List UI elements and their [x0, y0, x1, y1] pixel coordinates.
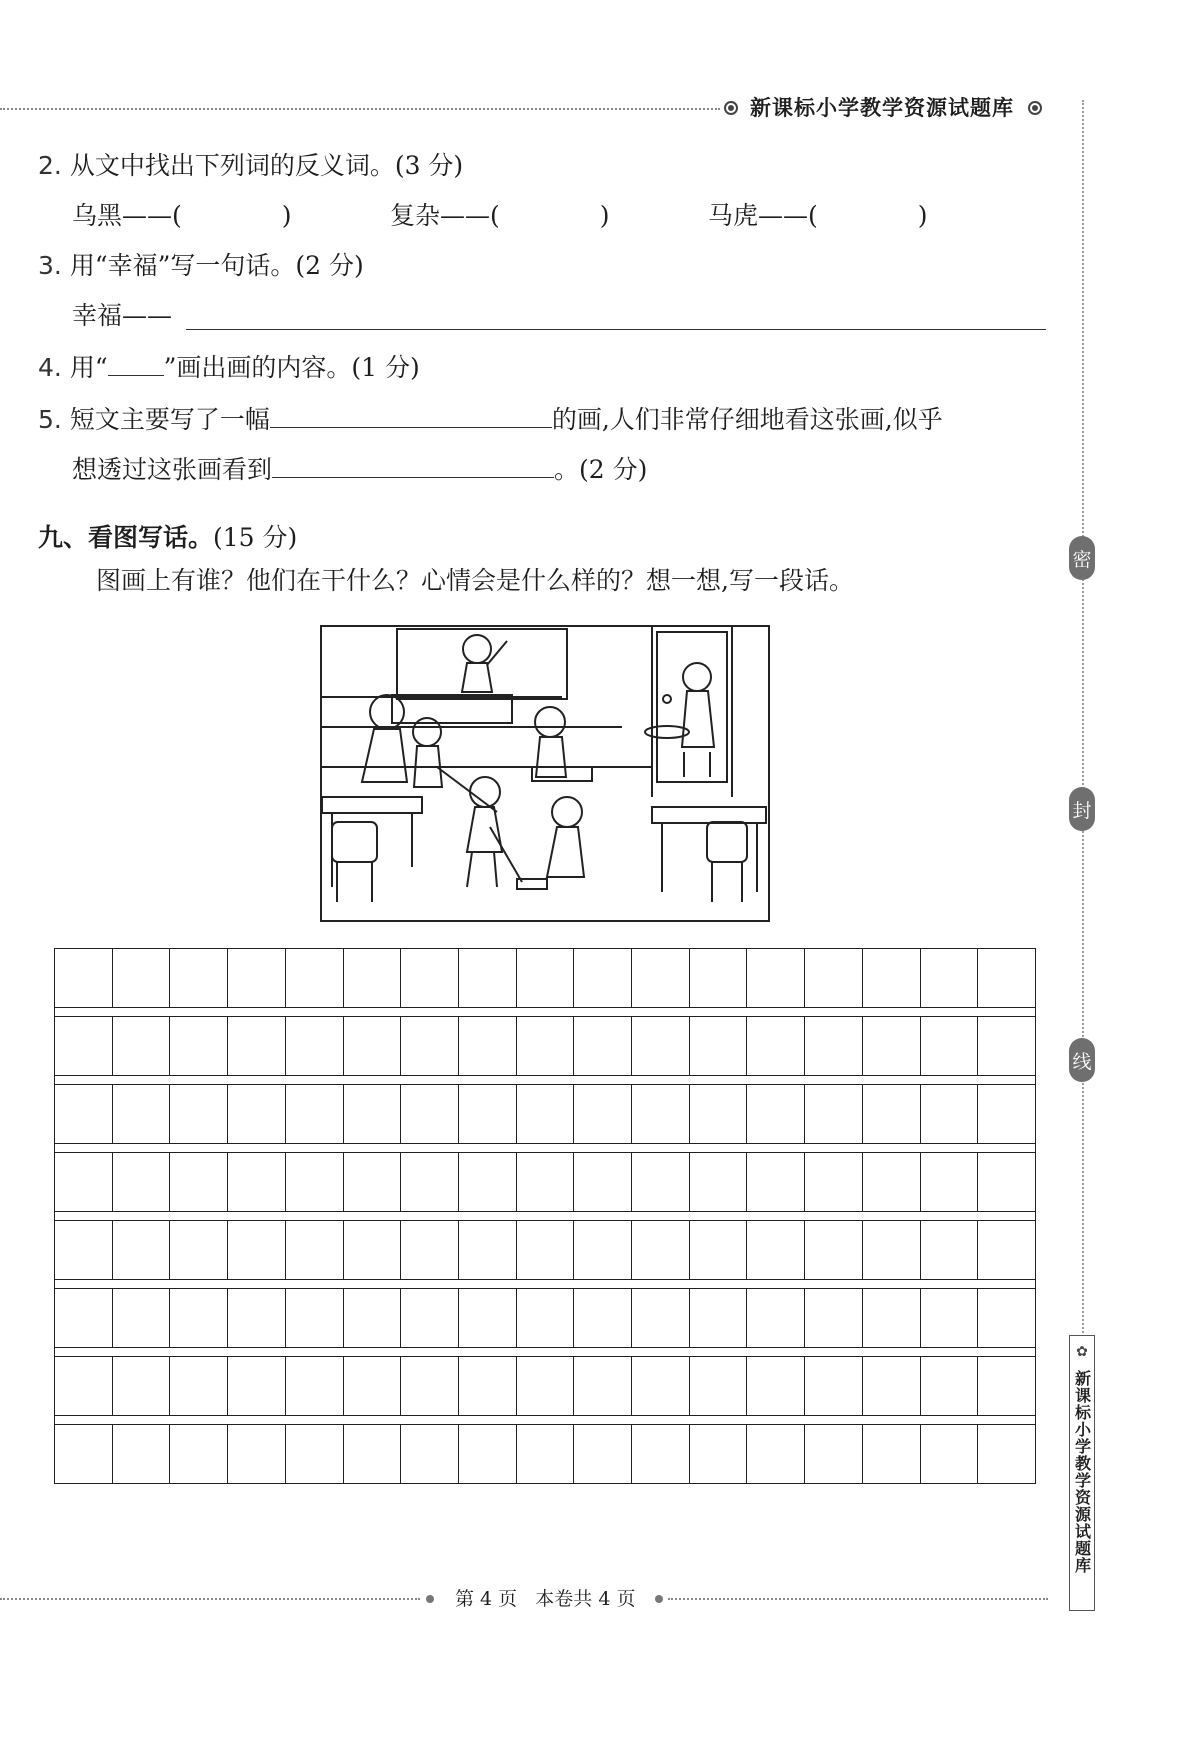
grid-cell[interactable] — [978, 1221, 1035, 1279]
grid-cell[interactable] — [517, 1357, 575, 1415]
grid-cell[interactable] — [863, 1153, 921, 1211]
paren-close: ) — [917, 201, 928, 230]
grid-cell[interactable] — [863, 949, 921, 1007]
seal-feng: 封 — [1069, 787, 1095, 831]
grid-cell[interactable] — [921, 1017, 979, 1075]
section-score: (15 分) — [213, 523, 298, 552]
grid-cell[interactable] — [286, 1289, 344, 1347]
grid-cell[interactable] — [690, 1085, 748, 1143]
grid-cell[interactable] — [805, 1221, 863, 1279]
grid-cell[interactable] — [55, 1357, 113, 1415]
question-text: 的画,人们非常仔细地看这张画,似乎 — [551, 405, 943, 434]
sentence-prefix: 幸福—— — [72, 301, 173, 330]
section-9-prompt: 图画上有谁？他们在干什么？心情会是什么样的？想一想,写一段话。 — [96, 566, 854, 595]
grid-cell[interactable] — [921, 1289, 979, 1347]
grid-cell[interactable] — [113, 1153, 171, 1211]
grid-row — [55, 1424, 1035, 1484]
grid-cell[interactable] — [632, 1357, 690, 1415]
grid-cell[interactable] — [401, 949, 459, 1007]
grid-cell[interactable] — [344, 1221, 402, 1279]
grid-cell[interactable] — [805, 1357, 863, 1415]
grid-cell[interactable] — [170, 1085, 228, 1143]
grid-cell[interactable] — [55, 1017, 113, 1075]
grid-cell[interactable] — [228, 1017, 286, 1075]
grid-cell[interactable] — [863, 1085, 921, 1143]
grid-cell[interactable] — [286, 949, 344, 1007]
grid-cell[interactable] — [632, 1289, 690, 1347]
header-dotted-line — [0, 108, 720, 110]
grid-cell[interactable] — [228, 1221, 286, 1279]
grid-cell[interactable] — [286, 1017, 344, 1075]
grid-cell[interactable] — [228, 949, 286, 1007]
grid-cell[interactable] — [978, 1357, 1035, 1415]
grid-cell[interactable] — [574, 1153, 632, 1211]
grid-cell[interactable] — [747, 1425, 805, 1483]
grid-cell[interactable] — [921, 1357, 979, 1415]
header-bullet-icon — [724, 101, 738, 115]
underline-sample — [108, 353, 164, 376]
grid-cell[interactable] — [632, 1221, 690, 1279]
footer-dotted-line — [668, 1598, 1048, 1600]
antonym-word: 乌黑——( — [72, 201, 182, 230]
grid-cell[interactable] — [978, 949, 1035, 1007]
grid-cell[interactable] — [113, 1221, 171, 1279]
grid-cell[interactable] — [574, 1017, 632, 1075]
grid-cell[interactable] — [459, 949, 517, 1007]
grid-cell[interactable] — [747, 1289, 805, 1347]
question-5-line-1 — [38, 405, 943, 432]
grid-row — [55, 1220, 1035, 1280]
grid-cell[interactable] — [747, 1085, 805, 1143]
grid-cell[interactable] — [113, 949, 171, 1007]
header-bullet-icon — [1028, 101, 1042, 115]
grid-cell[interactable] — [632, 949, 690, 1007]
paren-close: ) — [599, 201, 610, 230]
grid-cell[interactable] — [690, 1153, 748, 1211]
question-number: 4. — [38, 353, 62, 382]
grid-cell[interactable] — [632, 1017, 690, 1075]
section-9-heading — [38, 518, 297, 554]
grid-cell[interactable] — [459, 1085, 517, 1143]
grid-cell[interactable] — [574, 1289, 632, 1347]
grid-cell[interactable] — [228, 1425, 286, 1483]
grid-cell[interactable] — [459, 1153, 517, 1211]
grid-cell[interactable] — [344, 949, 402, 1007]
grid-cell[interactable] — [632, 1153, 690, 1211]
grid-cell[interactable] — [747, 1017, 805, 1075]
grid-cell[interactable] — [690, 1425, 748, 1483]
grid-cell[interactable] — [55, 1221, 113, 1279]
grid-cell[interactable] — [517, 1153, 575, 1211]
grid-cell[interactable] — [978, 1017, 1035, 1075]
grid-cell[interactable] — [286, 1085, 344, 1143]
grid-cell[interactable] — [978, 1085, 1035, 1143]
grid-cell[interactable] — [805, 1153, 863, 1211]
grid-cell[interactable] — [344, 1289, 402, 1347]
question-text: 想透过这张画看到 — [72, 455, 273, 484]
grid-row-gap — [55, 1348, 1035, 1356]
antonym-word: 复杂——( — [390, 201, 500, 230]
grid-cell[interactable] — [517, 1289, 575, 1347]
grid-cell[interactable] — [517, 949, 575, 1007]
question-number: 5. — [38, 405, 62, 434]
grid-cell[interactable] — [574, 1085, 632, 1143]
grid-cell[interactable] — [401, 1017, 459, 1075]
grid-cell[interactable] — [170, 1289, 228, 1347]
grid-cell[interactable] — [632, 1085, 690, 1143]
grid-row-gap — [55, 1076, 1035, 1084]
grid-cell[interactable] — [690, 1017, 748, 1075]
question-text-after: ”画出画的内容。(1 分) — [163, 353, 420, 382]
antonym-pair — [390, 203, 610, 228]
grid-cell[interactable] — [228, 1153, 286, 1211]
flower-icon: ✿ — [1076, 1344, 1088, 1360]
grid-cell[interactable] — [574, 1357, 632, 1415]
question-text: 短文主要写了一幅 — [69, 405, 270, 434]
grid-cell[interactable] — [344, 1017, 402, 1075]
antonym-word: 马虎——( — [708, 201, 818, 230]
footer-bullet-icon — [655, 1595, 663, 1603]
grid-cell[interactable] — [690, 1289, 748, 1347]
fill-blank[interactable] — [272, 455, 554, 478]
grid-cell[interactable] — [401, 1153, 459, 1211]
grid-cell[interactable] — [690, 1221, 748, 1279]
footer-dotted-line — [0, 1598, 420, 1600]
grid-cell[interactable] — [805, 1289, 863, 1347]
grid-cell[interactable] — [517, 1425, 575, 1483]
grid-cell[interactable] — [459, 1357, 517, 1415]
grid-cell[interactable] — [113, 1017, 171, 1075]
grid-cell[interactable] — [170, 1017, 228, 1075]
question-text: 从文中找出下列词的反义词。(3 分) — [69, 151, 464, 180]
classroom-cleaning-illustration — [320, 625, 770, 922]
grid-cell[interactable] — [344, 1153, 402, 1211]
grid-cell[interactable] — [286, 1153, 344, 1211]
question-text-before: 用“ — [69, 353, 108, 382]
grid-cell[interactable] — [401, 1221, 459, 1279]
writing-grid[interactable] — [54, 948, 1036, 1484]
grid-row — [55, 1288, 1035, 1348]
grid-cell[interactable] — [401, 1357, 459, 1415]
grid-row-gap — [55, 1416, 1035, 1424]
grid-cell[interactable] — [459, 1289, 517, 1347]
grid-cell[interactable] — [805, 949, 863, 1007]
grid-cell[interactable] — [344, 1425, 402, 1483]
grid-cell[interactable] — [228, 1289, 286, 1347]
classroom-drawing-icon — [322, 627, 768, 920]
seal-mi: 密 — [1069, 536, 1095, 580]
grid-cell[interactable] — [286, 1425, 344, 1483]
grid-cell[interactable] — [517, 1221, 575, 1279]
grid-cell[interactable] — [55, 1425, 113, 1483]
grid-cell[interactable] — [747, 949, 805, 1007]
grid-cell[interactable] — [805, 1085, 863, 1143]
grid-cell[interactable] — [690, 949, 748, 1007]
footer-bullet-icon — [426, 1595, 434, 1603]
grid-cell[interactable] — [459, 1017, 517, 1075]
grid-cell[interactable] — [170, 1357, 228, 1415]
grid-row — [55, 1016, 1035, 1076]
grid-cell[interactable] — [863, 1017, 921, 1075]
grid-row — [55, 1356, 1035, 1416]
grid-cell[interactable] — [459, 1221, 517, 1279]
question-text: 用“幸福”写一句话。(2 分) — [69, 251, 364, 280]
grid-cell[interactable] — [55, 1085, 113, 1143]
grid-cell[interactable] — [113, 1357, 171, 1415]
footer-page-info — [455, 1584, 635, 1611]
grid-cell[interactable] — [805, 1425, 863, 1483]
grid-cell[interactable] — [401, 1085, 459, 1143]
grid-cell[interactable] — [55, 1289, 113, 1347]
grid-cell[interactable] — [574, 949, 632, 1007]
grid-row-gap — [55, 1212, 1035, 1220]
grid-row-gap — [55, 1144, 1035, 1152]
grid-cell[interactable] — [921, 1425, 979, 1483]
grid-cell[interactable] — [286, 1221, 344, 1279]
question-number: 2. — [38, 151, 62, 180]
grid-cell[interactable] — [747, 1357, 805, 1415]
grid-cell[interactable] — [517, 1085, 575, 1143]
paren-close: ) — [281, 201, 292, 230]
seal-xian: 线 — [1069, 1038, 1095, 1082]
question-2 — [38, 153, 463, 178]
grid-cell[interactable] — [632, 1425, 690, 1483]
grid-cell[interactable] — [170, 949, 228, 1007]
grid-cell[interactable] — [978, 1425, 1035, 1483]
grid-cell[interactable] — [863, 1425, 921, 1483]
question-4 — [38, 353, 420, 380]
grid-row — [55, 1084, 1035, 1144]
footer-page: 第 4 页 — [455, 1588, 518, 1610]
grid-cell[interactable] — [228, 1085, 286, 1143]
grid-cell[interactable] — [747, 1153, 805, 1211]
grid-cell[interactable] — [517, 1017, 575, 1075]
grid-cell[interactable] — [574, 1425, 632, 1483]
grid-cell[interactable] — [228, 1357, 286, 1415]
header-title: 新课标小学教学资源试题库 — [750, 96, 1014, 120]
antonym-pair — [72, 203, 292, 228]
grid-cell[interactable] — [690, 1357, 748, 1415]
grid-row — [55, 1152, 1035, 1212]
grid-cell[interactable] — [921, 949, 979, 1007]
grid-row — [55, 948, 1035, 1008]
grid-cell[interactable] — [747, 1221, 805, 1279]
footer-total: 本卷共 4 页 — [535, 1588, 636, 1610]
grid-cell[interactable] — [401, 1425, 459, 1483]
grid-cell[interactable] — [55, 1153, 113, 1211]
grid-cell[interactable] — [344, 1357, 402, 1415]
grid-cell[interactable] — [863, 1289, 921, 1347]
side-vertical-title: 新课标小学教学资源试题库 — [1072, 1370, 1092, 1574]
grid-cell[interactable] — [113, 1289, 171, 1347]
grid-cell[interactable] — [113, 1425, 171, 1483]
grid-cell[interactable] — [805, 1017, 863, 1075]
grid-cell[interactable] — [978, 1153, 1035, 1211]
question-text: 。(2 分) — [554, 455, 648, 484]
section-title: 九、看图写话。 — [38, 523, 214, 552]
grid-cell[interactable] — [55, 949, 113, 1007]
grid-row-gap — [55, 1008, 1035, 1016]
grid-cell[interactable] — [921, 1153, 979, 1211]
question-number: 3. — [38, 251, 62, 280]
grid-cell[interactable] — [863, 1357, 921, 1415]
grid-cell[interactable] — [170, 1153, 228, 1211]
sentence-answer-line[interactable] — [186, 329, 1046, 330]
grid-cell[interactable] — [863, 1221, 921, 1279]
grid-cell[interactable] — [170, 1221, 228, 1279]
grid-cell[interactable] — [401, 1289, 459, 1347]
grid-cell[interactable] — [286, 1357, 344, 1415]
grid-cell[interactable] — [459, 1425, 517, 1483]
question-5-line-2 — [72, 455, 647, 482]
grid-cell[interactable] — [978, 1289, 1035, 1347]
grid-cell[interactable] — [170, 1425, 228, 1483]
grid-cell[interactable] — [344, 1085, 402, 1143]
grid-row-gap — [55, 1280, 1035, 1288]
grid-cell[interactable] — [574, 1221, 632, 1279]
side-title-box — [1069, 1335, 1095, 1611]
antonym-pair — [708, 203, 928, 228]
grid-cell[interactable] — [921, 1085, 979, 1143]
question-3 — [38, 253, 364, 278]
grid-cell[interactable] — [921, 1221, 979, 1279]
grid-cell[interactable] — [113, 1085, 171, 1143]
fill-blank[interactable] — [270, 405, 552, 428]
